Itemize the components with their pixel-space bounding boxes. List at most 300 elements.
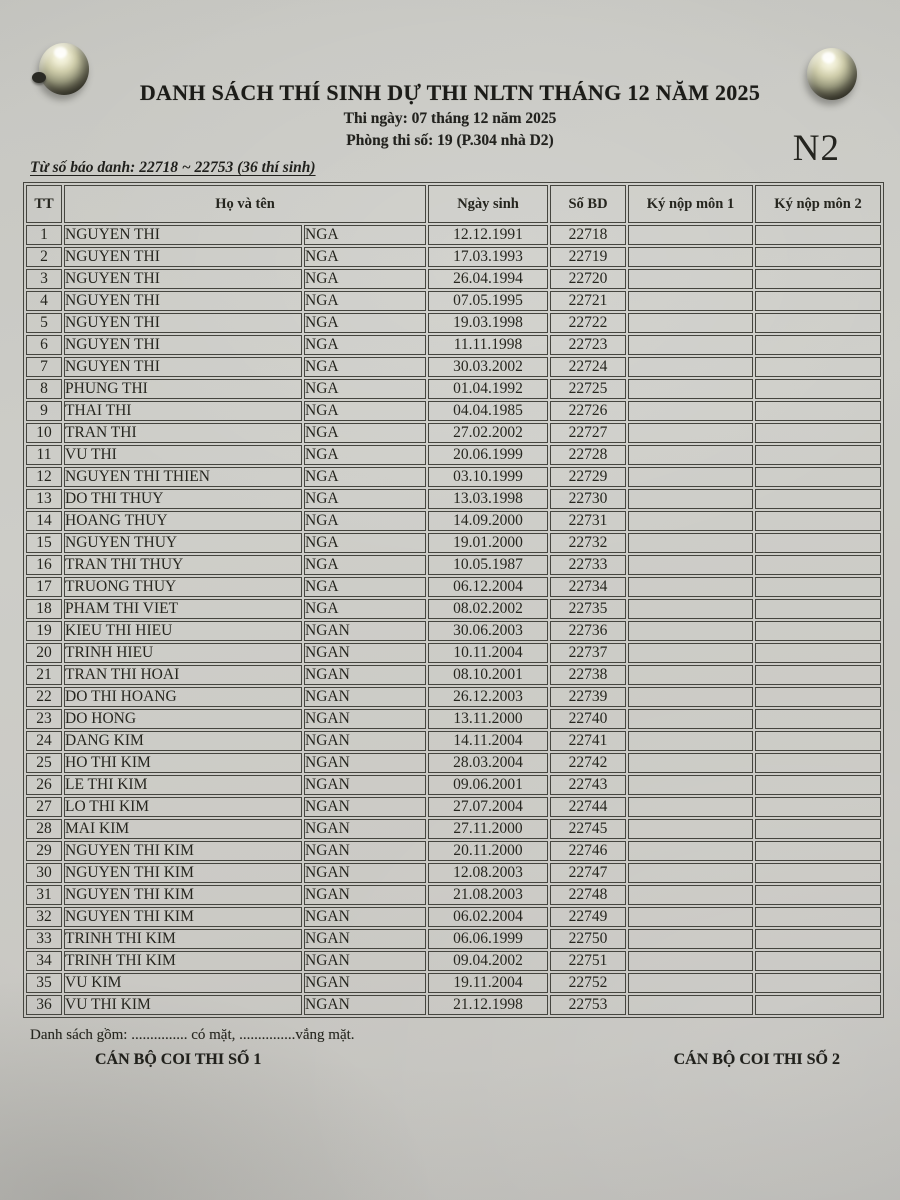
candidate-number-cell: 22739 — [550, 687, 626, 707]
row-number-cell: 32 — [26, 907, 62, 927]
row-number-cell: 22 — [26, 687, 62, 707]
signature-cell-1 — [628, 489, 753, 509]
table-row — [26, 225, 881, 245]
proctor-1-label: CÁN BỘ COI THI SỐ 1 — [95, 1051, 262, 1068]
signature-cell-1 — [628, 995, 753, 1015]
given-name-cell: NGAN — [304, 643, 426, 663]
name-cell: MAI KIM — [64, 819, 302, 839]
signature-cell-2 — [755, 841, 881, 861]
dob-cell: 26.04.1994 — [428, 269, 548, 289]
signature-cell-2 — [755, 643, 881, 663]
row-number-cell: 12 — [26, 467, 62, 487]
table-row — [26, 533, 881, 553]
dob-cell: 08.02.2002 — [428, 599, 548, 619]
given-name-cell: NGAN — [304, 951, 426, 971]
signature-cell-2 — [755, 753, 881, 773]
dob-cell: 10.05.1987 — [428, 555, 548, 575]
row-number-cell: 14 — [26, 511, 62, 531]
name-cell: HOANG THUY — [64, 511, 302, 531]
signature-cell-2 — [755, 423, 881, 443]
row-number-cell: 35 — [26, 973, 62, 993]
dob-cell: 12.08.2003 — [428, 863, 548, 883]
candidate-number-cell: 22746 — [550, 841, 626, 861]
signature-cell-2 — [755, 775, 881, 795]
signature-cell-2 — [755, 731, 881, 751]
candidate-number-cell: 22742 — [550, 753, 626, 773]
row-number-cell: 34 — [26, 951, 62, 971]
given-name-cell: NGAN — [304, 907, 426, 927]
table-row — [26, 401, 881, 421]
given-name-cell: NGA — [304, 357, 426, 377]
dob-cell: 28.03.2004 — [428, 753, 548, 773]
name-cell: NGUYEN THUY — [64, 533, 302, 553]
candidate-number-cell: 22750 — [550, 929, 626, 949]
candidate-number-cell: 22753 — [550, 995, 626, 1015]
candidate-number-cell: 22743 — [550, 775, 626, 795]
signature-cell-1 — [628, 423, 753, 443]
row-number-cell: 18 — [26, 599, 62, 619]
candidate-number-cell: 22752 — [550, 973, 626, 993]
dob-cell: 07.05.1995 — [428, 291, 548, 311]
candidate-number-cell: 22733 — [550, 555, 626, 575]
signature-cell-1 — [628, 555, 753, 575]
given-name-cell: NGA — [304, 445, 426, 465]
signature-cell-1 — [628, 511, 753, 531]
name-cell: NGUYEN THI — [64, 247, 302, 267]
name-cell: PHAM THI VIET — [64, 599, 302, 619]
row-number-cell: 25 — [26, 753, 62, 773]
candidate-number-cell: 22738 — [550, 665, 626, 685]
table-row — [26, 511, 881, 531]
signature-cell-2 — [755, 885, 881, 905]
row-number-cell: 5 — [26, 313, 62, 333]
header-sbd: Số BD — [550, 185, 626, 223]
signature-cell-2 — [755, 225, 881, 245]
level-badge: N2 — [792, 128, 840, 169]
given-name-cell: NGAN — [304, 687, 426, 707]
signature-cell-1 — [628, 379, 753, 399]
signature-cell-1 — [628, 841, 753, 861]
candidate-number-cell: 22731 — [550, 511, 626, 531]
exam-room-line: Phòng thi số: 19 (P.304 nhà D2) — [346, 132, 554, 149]
given-name-cell: NGA — [304, 423, 426, 443]
dob-cell: 13.03.1998 — [428, 489, 548, 509]
row-number-cell: 1 — [26, 225, 62, 245]
signature-cell-2 — [755, 797, 881, 817]
dob-cell: 03.10.1999 — [428, 467, 548, 487]
given-name-cell: NGA — [304, 335, 426, 355]
row-number-cell: 2 — [26, 247, 62, 267]
dob-cell: 14.11.2004 — [428, 731, 548, 751]
signature-cell-1 — [628, 313, 753, 333]
table-row — [26, 753, 881, 773]
row-number-cell: 8 — [26, 379, 62, 399]
name-cell: NGUYEN THI — [64, 291, 302, 311]
pushpin-icon — [39, 43, 89, 95]
candidate-number-cell: 22730 — [550, 489, 626, 509]
signature-cell-1 — [628, 753, 753, 773]
given-name-cell: NGAN — [304, 665, 426, 685]
candidate-number-cell: 22740 — [550, 709, 626, 729]
signature-cell-1 — [628, 643, 753, 663]
table-header-row — [26, 185, 881, 223]
exam-date-line: Thi ngày: 07 tháng 12 năm 2025 — [343, 110, 557, 127]
dob-cell: 27.07.2004 — [428, 797, 548, 817]
row-number-cell: 7 — [26, 357, 62, 377]
row-number-cell: 9 — [26, 401, 62, 421]
signature-cell-2 — [755, 511, 881, 531]
name-cell: NGUYEN THI — [64, 269, 302, 289]
proctor-2-label: CÁN BỘ COI THI SỐ 2 — [673, 1051, 840, 1068]
signature-cell-1 — [628, 533, 753, 553]
row-number-cell: 4 — [26, 291, 62, 311]
candidate-number-cell: 22747 — [550, 863, 626, 883]
candidate-number-cell: 22737 — [550, 643, 626, 663]
candidate-number-cell: 22744 — [550, 797, 626, 817]
dob-cell: 19.11.2004 — [428, 973, 548, 993]
name-cell: TRUONG THUY — [64, 577, 302, 597]
dob-cell: 17.03.1993 — [428, 247, 548, 267]
signature-cell-2 — [755, 401, 881, 421]
row-number-cell: 36 — [26, 995, 62, 1015]
signature-cell-2 — [755, 973, 881, 993]
signature-cell-2 — [755, 313, 881, 333]
row-number-cell: 15 — [26, 533, 62, 553]
name-cell: TRAN THI — [64, 423, 302, 443]
table-row — [26, 907, 881, 927]
candidate-number-cell: 22732 — [550, 533, 626, 553]
signature-cell-2 — [755, 379, 881, 399]
dob-cell: 11.11.1998 — [428, 335, 548, 355]
given-name-cell: NGA — [304, 291, 426, 311]
given-name-cell: NGA — [304, 379, 426, 399]
signature-cell-2 — [755, 467, 881, 487]
candidate-number-cell: 22734 — [550, 577, 626, 597]
signature-cell-2 — [755, 863, 881, 883]
name-cell: LE THI KIM — [64, 775, 302, 795]
given-name-cell: NGAN — [304, 797, 426, 817]
candidate-number-range: Từ số báo danh: 22718 ~ 22753 (36 thí sinh) — [30, 159, 316, 176]
given-name-cell: NGAN — [304, 819, 426, 839]
given-name-cell: NGAN — [304, 731, 426, 751]
name-cell: DANG KIM — [64, 731, 302, 751]
signature-cell-1 — [628, 269, 753, 289]
name-cell: TRINH THI KIM — [64, 929, 302, 949]
row-number-cell: 3 — [26, 269, 62, 289]
given-name-cell: NGA — [304, 511, 426, 531]
candidate-number-cell: 22721 — [550, 291, 626, 311]
dob-cell: 21.12.1998 — [428, 995, 548, 1015]
signature-cell-1 — [628, 731, 753, 751]
attendance-summary-line: Danh sách gồm: ............... có mặt, ...............vắng mặt. — [30, 1027, 355, 1043]
given-name-cell: NGAN — [304, 995, 426, 1015]
row-number-cell: 31 — [26, 885, 62, 905]
given-name-cell: NGA — [304, 225, 426, 245]
signature-cell-1 — [628, 445, 753, 465]
signature-cell-1 — [628, 401, 753, 421]
name-cell: TRINH THI KIM — [64, 951, 302, 971]
signature-cell-1 — [628, 467, 753, 487]
signature-cell-2 — [755, 291, 881, 311]
header-tt: TT — [26, 185, 62, 223]
row-number-cell: 23 — [26, 709, 62, 729]
candidate-number-cell: 22720 — [550, 269, 626, 289]
row-number-cell: 19 — [26, 621, 62, 641]
candidate-number-cell: 22722 — [550, 313, 626, 333]
signature-cell-1 — [628, 357, 753, 377]
row-number-cell: 6 — [26, 335, 62, 355]
signature-cell-1 — [628, 973, 753, 993]
row-number-cell: 16 — [26, 555, 62, 575]
table-row — [26, 709, 881, 729]
table-row — [26, 863, 881, 883]
table-row — [26, 335, 881, 355]
name-cell: TRAN THI HOAI — [64, 665, 302, 685]
table-row — [26, 775, 881, 795]
name-cell: DO THI THUY — [64, 489, 302, 509]
table-row — [26, 269, 881, 289]
dob-cell: 06.02.2004 — [428, 907, 548, 927]
candidate-table — [23, 182, 884, 1018]
table-row — [26, 555, 881, 575]
dob-cell: 14.09.2000 — [428, 511, 548, 531]
signature-cell-2 — [755, 819, 881, 839]
signature-cell-1 — [628, 885, 753, 905]
dob-cell: 12.12.1991 — [428, 225, 548, 245]
table-row — [26, 687, 881, 707]
signature-cell-1 — [628, 929, 753, 949]
row-number-cell: 27 — [26, 797, 62, 817]
candidate-number-cell: 22725 — [550, 379, 626, 399]
table-row — [26, 247, 881, 267]
signature-cell-1 — [628, 335, 753, 355]
signature-cell-2 — [755, 599, 881, 619]
dob-cell: 20.11.2000 — [428, 841, 548, 861]
header-name: Họ và tên — [64, 185, 426, 223]
signature-cell-2 — [755, 665, 881, 685]
row-number-cell: 21 — [26, 665, 62, 685]
dob-cell: 09.04.2002 — [428, 951, 548, 971]
given-name-cell: NGAN — [304, 863, 426, 883]
name-cell: NGUYEN THI KIM — [64, 907, 302, 927]
row-number-cell: 17 — [26, 577, 62, 597]
signature-cell-1 — [628, 577, 753, 597]
row-number-cell: 28 — [26, 819, 62, 839]
signature-cell-1 — [628, 709, 753, 729]
signature-cell-1 — [628, 819, 753, 839]
name-cell: NGUYEN THI — [64, 313, 302, 333]
table-row — [26, 423, 881, 443]
table-row — [26, 841, 881, 861]
dob-cell: 26.12.2003 — [428, 687, 548, 707]
dob-cell: 21.08.2003 — [428, 885, 548, 905]
table-row — [26, 973, 881, 993]
header-sign1: Ký nộp môn 1 — [628, 185, 753, 223]
name-cell: PHUNG THI — [64, 379, 302, 399]
table-row — [26, 797, 881, 817]
given-name-cell: NGA — [304, 533, 426, 553]
table-row — [26, 885, 881, 905]
candidate-number-cell: 22724 — [550, 357, 626, 377]
given-name-cell: NGAN — [304, 753, 426, 773]
signature-cell-2 — [755, 951, 881, 971]
proctor-signature-row — [95, 1051, 840, 1069]
candidate-table-body — [26, 225, 881, 1015]
name-cell: NGUYEN THI THIEN — [64, 467, 302, 487]
table-row — [26, 291, 881, 311]
dob-cell: 04.04.1985 — [428, 401, 548, 421]
given-name-cell: NGA — [304, 401, 426, 421]
candidate-number-cell: 22749 — [550, 907, 626, 927]
given-name-cell: NGA — [304, 269, 426, 289]
candidate-number-cell: 22729 — [550, 467, 626, 487]
name-cell: NGUYEN THI KIM — [64, 885, 302, 905]
name-cell: VU THI KIM — [64, 995, 302, 1015]
table-row — [26, 731, 881, 751]
name-cell: NGUYEN THI — [64, 335, 302, 355]
given-name-cell: NGAN — [304, 775, 426, 795]
given-name-cell: NGA — [304, 247, 426, 267]
signature-cell-2 — [755, 929, 881, 949]
name-cell: TRINH HIEU — [64, 643, 302, 663]
signature-cell-2 — [755, 995, 881, 1015]
given-name-cell: NGAN — [304, 973, 426, 993]
dob-cell: 06.06.1999 — [428, 929, 548, 949]
candidate-number-cell: 22751 — [550, 951, 626, 971]
signature-cell-2 — [755, 577, 881, 597]
row-number-cell: 24 — [26, 731, 62, 751]
name-cell: NGUYEN THI — [64, 225, 302, 245]
dob-cell: 06.12.2004 — [428, 577, 548, 597]
signature-cell-1 — [628, 291, 753, 311]
signature-cell-1 — [628, 599, 753, 619]
row-number-cell: 13 — [26, 489, 62, 509]
candidate-number-cell: 22748 — [550, 885, 626, 905]
name-cell: NGUYEN THI KIM — [64, 863, 302, 883]
candidate-number-cell: 22723 — [550, 335, 626, 355]
signature-cell-2 — [755, 687, 881, 707]
dob-cell: 08.10.2001 — [428, 665, 548, 685]
pushpin-icon — [807, 48, 857, 100]
signature-cell-1 — [628, 797, 753, 817]
signature-cell-1 — [628, 951, 753, 971]
dob-cell: 01.04.1992 — [428, 379, 548, 399]
candidate-number-cell: 22741 — [550, 731, 626, 751]
signature-cell-2 — [755, 247, 881, 267]
table-row — [26, 313, 881, 333]
dob-cell: 19.03.1998 — [428, 313, 548, 333]
signature-cell-2 — [755, 357, 881, 377]
table-row — [26, 467, 881, 487]
candidate-number-cell: 22719 — [550, 247, 626, 267]
given-name-cell: NGA — [304, 489, 426, 509]
name-cell: DO HONG — [64, 709, 302, 729]
signature-cell-1 — [628, 907, 753, 927]
dob-cell: 20.06.1999 — [428, 445, 548, 465]
given-name-cell: NGAN — [304, 885, 426, 905]
dob-cell: 10.11.2004 — [428, 643, 548, 663]
candidate-number-cell: 22726 — [550, 401, 626, 421]
signature-cell-2 — [755, 907, 881, 927]
signature-cell-2 — [755, 269, 881, 289]
signature-cell-1 — [628, 665, 753, 685]
given-name-cell: NGAN — [304, 929, 426, 949]
given-name-cell: NGAN — [304, 709, 426, 729]
dob-cell: 09.06.2001 — [428, 775, 548, 795]
candidate-number-cell: 22745 — [550, 819, 626, 839]
signature-cell-2 — [755, 335, 881, 355]
dob-cell: 19.01.2000 — [428, 533, 548, 553]
table-row — [26, 599, 881, 619]
table-row — [26, 929, 881, 949]
name-cell: HO THI KIM — [64, 753, 302, 773]
name-cell: THAI THI — [64, 401, 302, 421]
dob-cell: 27.02.2002 — [428, 423, 548, 443]
row-number-cell: 10 — [26, 423, 62, 443]
candidate-number-cell: 22718 — [550, 225, 626, 245]
signature-cell-2 — [755, 621, 881, 641]
row-number-cell: 29 — [26, 841, 62, 861]
table-row — [26, 357, 881, 377]
header-sign2: Ký nộp môn 2 — [755, 185, 881, 223]
name-cell: VU KIM — [64, 973, 302, 993]
given-name-cell: NGA — [304, 577, 426, 597]
signature-cell-2 — [755, 709, 881, 729]
name-cell: LO THI KIM — [64, 797, 302, 817]
given-name-cell: NGAN — [304, 621, 426, 641]
row-number-cell: 30 — [26, 863, 62, 883]
table-row — [26, 621, 881, 641]
name-cell: DO THI HOANG — [64, 687, 302, 707]
row-number-cell: 26 — [26, 775, 62, 795]
signature-cell-1 — [628, 621, 753, 641]
header-dob: Ngày sinh — [428, 185, 548, 223]
candidate-number-cell: 22728 — [550, 445, 626, 465]
candidate-number-cell: 22736 — [550, 621, 626, 641]
row-number-cell: 11 — [26, 445, 62, 465]
signature-cell-1 — [628, 863, 753, 883]
candidate-number-cell: 22735 — [550, 599, 626, 619]
row-number-cell: 33 — [26, 929, 62, 949]
signature-cell-2 — [755, 555, 881, 575]
given-name-cell: NGAN — [304, 841, 426, 861]
dob-cell: 13.11.2000 — [428, 709, 548, 729]
page-title: DANH SÁCH THÍ SINH DỰ THI NLTN THÁNG 12 NĂM 2025 — [139, 80, 761, 105]
name-cell: NGUYEN THI KIM — [64, 841, 302, 861]
table-row — [26, 379, 881, 399]
table-row — [26, 445, 881, 465]
table-row — [26, 489, 881, 509]
dob-cell: 27.11.2000 — [428, 819, 548, 839]
signature-cell-2 — [755, 489, 881, 509]
given-name-cell: NGA — [304, 555, 426, 575]
row-number-cell: 20 — [26, 643, 62, 663]
table-row — [26, 577, 881, 597]
given-name-cell: NGA — [304, 313, 426, 333]
candidate-number-cell: 22727 — [550, 423, 626, 443]
given-name-cell: NGA — [304, 467, 426, 487]
signature-cell-1 — [628, 775, 753, 795]
given-name-cell: NGA — [304, 599, 426, 619]
signature-cell-2 — [755, 445, 881, 465]
name-cell: TRAN THI THUY — [64, 555, 302, 575]
name-cell: VU THI — [64, 445, 302, 465]
table-row — [26, 643, 881, 663]
signature-cell-1 — [628, 687, 753, 707]
dob-cell: 30.06.2003 — [428, 621, 548, 641]
table-row — [26, 995, 881, 1015]
table-row — [26, 665, 881, 685]
